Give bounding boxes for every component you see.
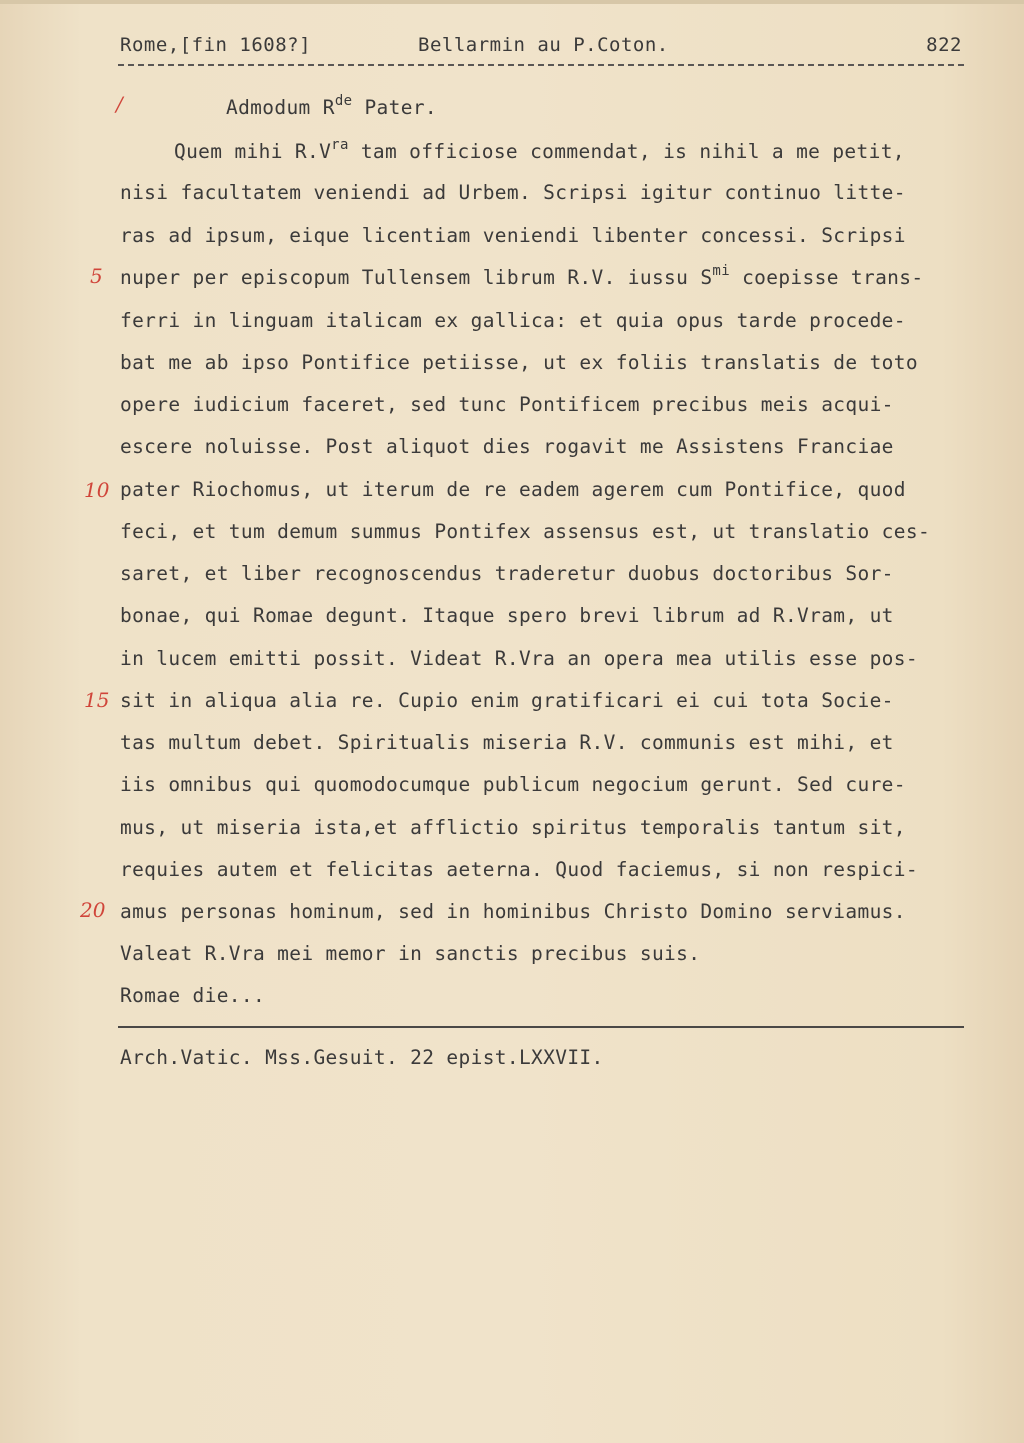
body-line-4: nuper per episcopum Tullensem librum R.V. iussu $S^{mi}$ coepisse trans- bbox=[120, 263, 924, 289]
body-line-16: iis omnibus qui quomodocumque publicum negocium gerunt. Sed cure- bbox=[120, 773, 906, 796]
body-line-5: ferri in linguam italicam ex gallica: et quia opus tarde procede- bbox=[120, 309, 906, 332]
body-line-8: escere noluisse. Post aliquot dies rogavit me Assistens Franciae bbox=[120, 435, 894, 458]
body-line-20: Valeat R.Vra mei memor in sanctis precibus suis. bbox=[120, 942, 701, 965]
body-line-13: in lucem emitti possit. Videat R.Vra an opera mea utilis esse pos- bbox=[120, 647, 918, 670]
body-line-9: pater Riochomus, ut iterum de re eadem agerem cum Pontifice, quod bbox=[120, 478, 906, 501]
page-top-edge bbox=[0, 0, 1024, 4]
archive-reference: Arch.Vatic. Mss.Gesuit. 22 epist.LXXVII. bbox=[120, 1046, 604, 1069]
margin-mark-10: 10 bbox=[84, 478, 110, 502]
body-line-2: nisi facultatem veniendi ad Urbem. Scripsi igitur continuo litte- bbox=[120, 181, 906, 204]
header-title: Bellarmin au P.Coton. bbox=[418, 34, 669, 56]
body-line-18: requies autem et felicitas aeterna. Quod faciemus, si non respici- bbox=[120, 858, 918, 881]
body-line-12: bonae, qui Romae degunt. Itaque spero brevi librum ad R.Vram, ut bbox=[120, 604, 894, 627]
body-line-7: opere iudicium faceret, sed tunc Pontificem precibus meis acqui- bbox=[120, 393, 894, 416]
body-line-3: ras ad ipsum, eique licentiam veniendi libenter concessi. Scripsi bbox=[120, 224, 906, 247]
body-line-15: tas multum debet. Spiritualis miseria R.V. communis est mihi, et bbox=[120, 731, 894, 754]
margin-mark-15: 15 bbox=[84, 688, 110, 712]
body-line-11: saret, et liber recognoscendus traderetur duobus doctoribus Sor- bbox=[120, 562, 894, 585]
body-line-14: sit in aliqua alia re. Cupio enim gratificari ei cui tota Socie- bbox=[120, 689, 894, 712]
body-line-10: feci, et tum demum summus Pontifex assensus est, ut translatio ces- bbox=[120, 520, 931, 543]
page-header bbox=[120, 34, 962, 62]
margin-mark-20: 20 bbox=[80, 898, 106, 922]
header-dashed-rule bbox=[118, 64, 964, 66]
footer-rule bbox=[118, 1026, 964, 1028]
body-line-17: mus, ut miseria ista,et afflictio spiritus temporalis tantum sit, bbox=[120, 816, 906, 839]
header-place-date: Rome,[fin 1608?] bbox=[120, 34, 312, 56]
salutation: Admodum $R^{de}$ Pater. bbox=[226, 93, 438, 119]
body-line-1: Quem mihi $R.V^{ra}$ tam officiose commendat, is nihil a me petit, bbox=[174, 137, 905, 163]
page-number: 822 bbox=[926, 34, 962, 56]
margin-mark-1: / bbox=[116, 92, 123, 116]
body-line-6: bat me ab ipso Pontifice petiisse, ut ex foliis translatis de toto bbox=[120, 351, 918, 374]
margin-mark-5: 5 bbox=[90, 264, 103, 288]
closing-line: Romae die... bbox=[120, 984, 266, 1007]
body-line-19: amus personas hominum, sed in hominibus Christo Domino serviamus. bbox=[120, 900, 906, 923]
